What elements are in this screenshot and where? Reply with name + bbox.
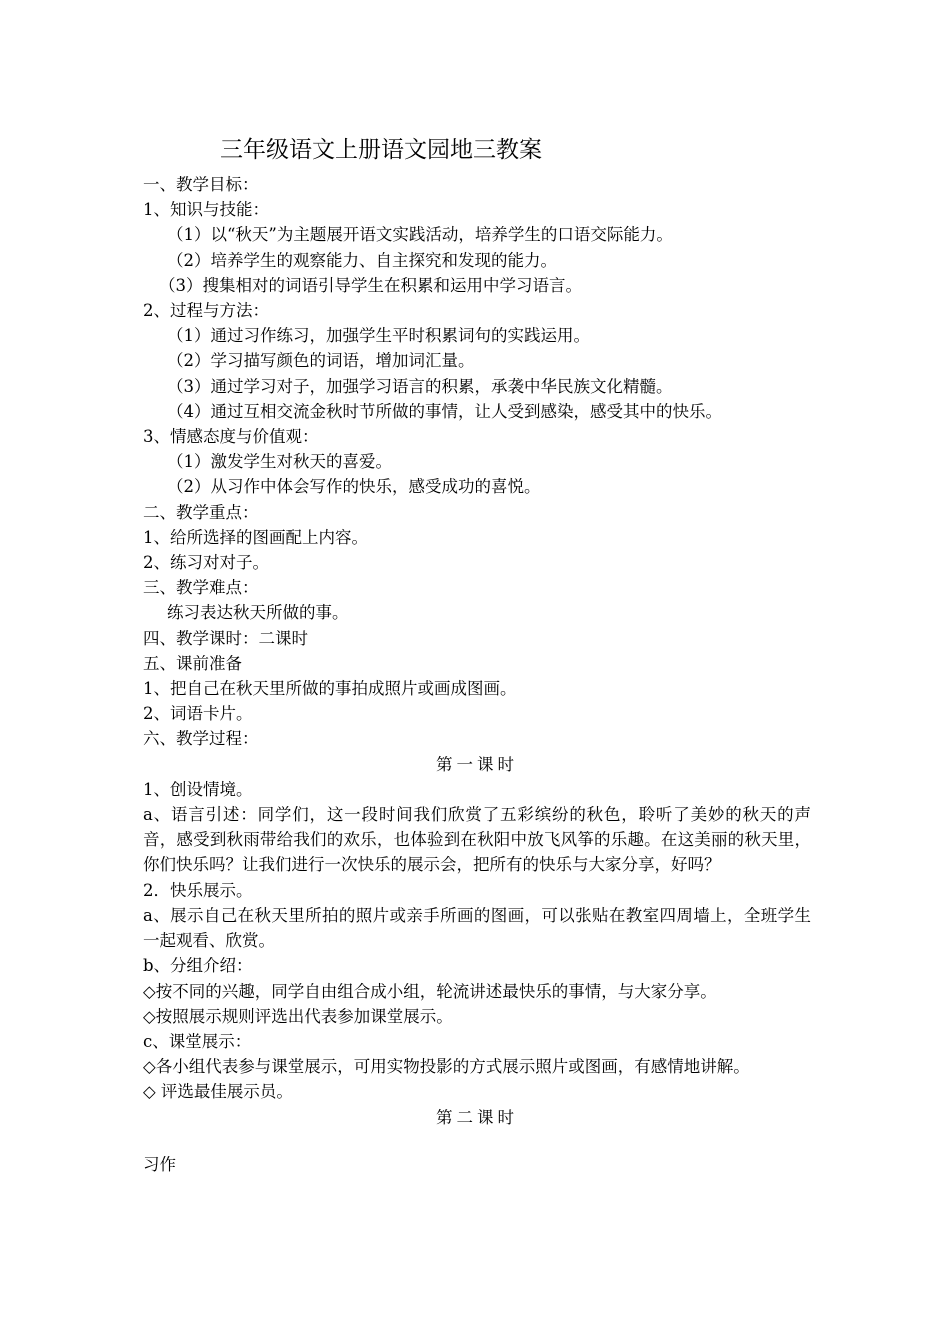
text-line: 1、给所选择的图画配上内容。 (143, 527, 368, 547)
text-line: 一、教学目标： (143, 175, 259, 194)
text-line: （4）通过互相交流金秋时节所做的事情，让人受到感染，感受其中的快乐。 (167, 401, 722, 421)
text-line: ◇按不同的兴趣，同学自由组合成小组，轮流讲述最快乐的事情，与大家分享。 (143, 981, 717, 1001)
spacer (143, 1130, 811, 1152)
text-line: 2、练习对对子。 (143, 553, 269, 573)
text-line: （1）以“秋天”为主题展开语文实践活动，培养学生的口语交际能力。 (167, 225, 673, 245)
text-line: （3）搜集相对的词语引导学生在积累和运用中学习语言。 (159, 275, 582, 295)
text-line: （2）培养学生的观察能力、自主探究和发现的能力。 (167, 250, 557, 270)
text-line: 五、课前准备 (143, 653, 242, 673)
text-line: 六、教学过程： (143, 729, 259, 749)
text-line: a、语言引述：同学们，这一段时间我们欣赏了五彩缤纷的秋色，聆听了美妙的秋天的声音，感受到秋雨带给我们的欢乐，也体验到在秋阳中放飞风筝的乐趣。在这美丽的秋天里，你们快乐吗？让我们进行一次快乐的展示会，把所有的快乐与大家分享，好吗？ (143, 805, 811, 875)
text-line: 1、把自己在秋天里所做的事拍成照片或画成图画。 (143, 679, 517, 699)
text-line: 1、创设情境。 (143, 779, 253, 799)
text-line: 习作 (143, 1154, 176, 1174)
section-heading: 第一课时 (436, 754, 518, 774)
text-line: 四、教学课时：二课时 (143, 628, 308, 648)
document-title: 三年级语文上册语文园地三教案 (220, 137, 542, 163)
text-line: a、展示自己在秋天里所拍的照片或亲手所画的图画，可以张贴在教室四周墙上，全班学生一起观看、欣赏。 (143, 905, 811, 951)
text-line: （1）通过习作练习，加强学生平时积累词句的实践运用。 (167, 326, 590, 346)
text-line: （2）学习描写颜色的词语，增加词汇量。 (167, 351, 475, 371)
text-line: ◇按照展示规则评选出代表参加课堂展示。 (143, 1006, 453, 1026)
text-line: 练习表达秋天所做的事。 (167, 603, 349, 623)
text-line: c、课堂展示： (143, 1031, 252, 1051)
text-line: 2．快乐展示。 (143, 880, 253, 900)
text-line: （1）激发学生对秋天的喜爱。 (167, 452, 392, 472)
text-line: 3、情感态度与价值观： (143, 427, 319, 447)
section-heading: 第二课时 (436, 1107, 518, 1127)
text-line: ◇各小组代表参与课堂展示，可用实物投影的方式展示照片或图画，有感情地讲解。 (143, 1057, 750, 1077)
text-line: 二、教学重点： (143, 502, 259, 522)
text-line: ◇ 评选最佳展示员。 (143, 1082, 293, 1102)
document-body (143, 172, 811, 1177)
text-line: 2、词语卡片。 (143, 704, 253, 724)
text-line: （2）从习作中体会写作的快乐，感受成功的喜悦。 (167, 477, 541, 497)
text-line: b、分组介绍： (143, 956, 253, 976)
text-line: 三、教学难点： (143, 578, 259, 598)
text-line: （3）通过学习对子，加强学习语言的积累，承袭中华民族文化精髓。 (167, 376, 673, 396)
text-line: 1、知识与技能： (143, 200, 269, 220)
text-line: 2、过程与方法： (143, 301, 269, 321)
